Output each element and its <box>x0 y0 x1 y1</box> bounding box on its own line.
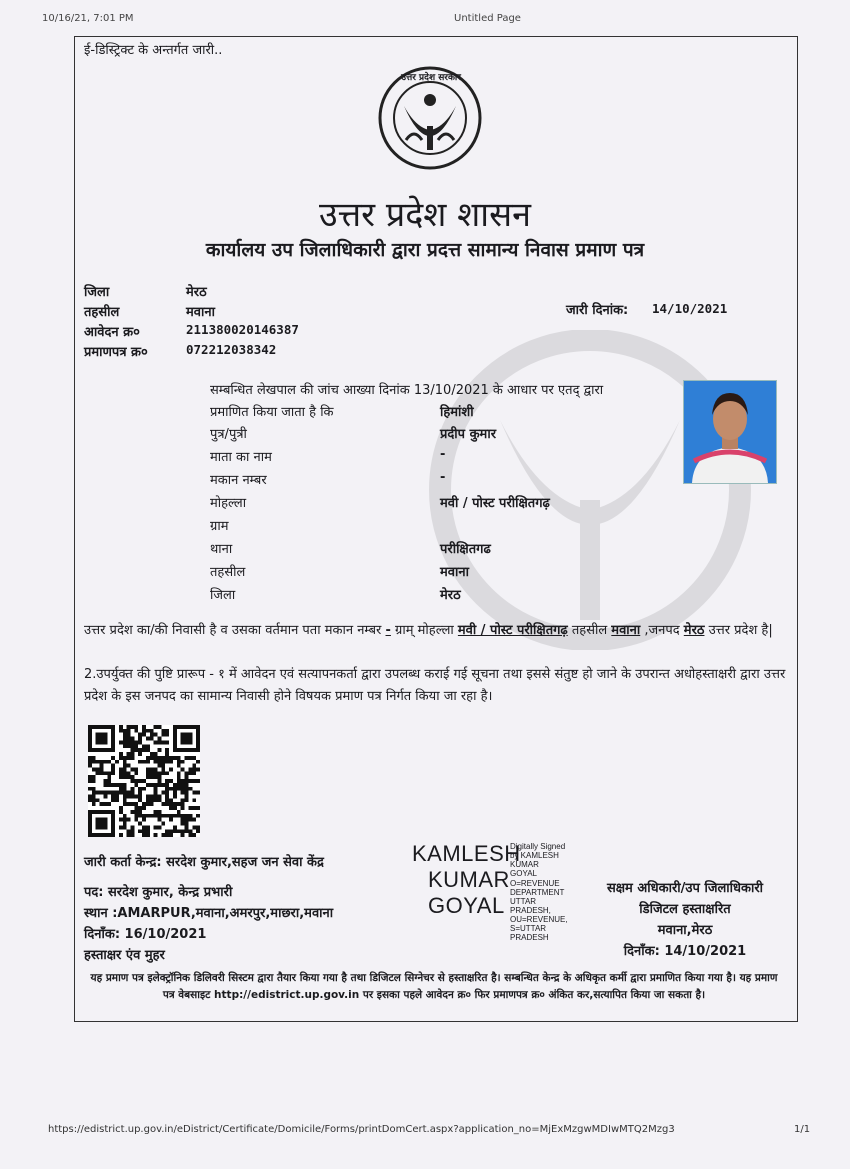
signature-details-1: Digitally Signed by KAMLESH KUMAR GOYAL <box>510 842 566 878</box>
detail-label: ग्राम <box>210 519 229 534</box>
scheme-text: ई-डिस्ट्रिक्ट के अन्तर्गत जारी.. <box>84 43 223 58</box>
applicant-photo <box>683 380 777 484</box>
page-subtitle: कार्यालय उप जिलाधिकारी द्वारा प्रदत्त सामान्य निवास प्रमाण पत्र <box>205 239 645 261</box>
detail-label: पुत्र/पुत्री <box>210 427 247 442</box>
print-url: https://edistrict.up.gov.in/eDistrict/Certificate/Domicile/Forms/printDomCert.aspx?application_no=MjExMzgwMDIwMTQ2Mzg3 <box>48 1124 675 1135</box>
detail-value: - <box>440 447 446 462</box>
issuer-post: पद: सरदेश कुमार, केन्द्र प्रभारी <box>84 885 233 900</box>
p1-tehsil: मवाना <box>611 623 641 638</box>
signature-name-1: KAMLESH <box>412 841 521 866</box>
tehsil-label: तहसील <box>84 305 120 320</box>
certificate-number: 072212038342 <box>186 342 277 357</box>
issuer-sign-label: हस्ताक्षर एंव मुहर <box>84 948 165 963</box>
application-number: 211380020146387 <box>186 322 299 337</box>
detail-label: जिला <box>210 588 236 603</box>
certificate-label: प्रमाणपत्र क्र० <box>84 345 148 360</box>
page-title: उत्तर प्रदेश शासन <box>319 195 531 235</box>
district-value: मेरठ <box>186 285 207 300</box>
application-label: आवेदन क्र० <box>84 325 140 340</box>
detail-value: परीक्षितगढ <box>440 542 491 557</box>
emblem-text: उत्तर प्रदेश सरकार <box>401 73 461 83</box>
authority-date: दिनाँक: 14/10/2021 <box>623 944 747 959</box>
issuer-date: दिनाँक: 16/10/2021 <box>84 927 207 942</box>
intro-text: सम्बन्धित लेखपाल की जांच आख्या दिनांक 13/10/2021 के आधार पर एतद् द्वारा <box>210 383 604 398</box>
detail-label: थाना <box>210 542 233 557</box>
detail-label: मोहल्ला <box>210 496 247 511</box>
body-paragraph-2: 2.उपर्युक्त की पुष्टि प्रारूप - १ में आवेदन एवं सत्यापनकर्ता द्वारा उपलब्ध कराई गई सूचना तथा इससे संतुष्ट हो जाने के उपरान्त अधोहस्ताक्षरी द्वारा उत्तर प्रदेश के इस जनपद का सामान्य निवासी होने विषयक प्रमाण पत्र निर्गत किया जा रहा है। <box>84 667 786 704</box>
print-page-count: 1/1 <box>794 1124 811 1135</box>
issue-date: 14/10/2021 <box>652 301 728 316</box>
qr-code <box>85 725 203 837</box>
issuer-place: स्थान :AMARPUR,मवाना,अमरपुर,माछरा,मवाना <box>84 906 334 921</box>
p1-text-e: उत्तर प्रदेश है| <box>704 623 773 638</box>
detail-value: मवी / पोस्ट परीक्षितगढ़ <box>440 496 550 511</box>
print-datetime: 10/16/21, 7:01 PM <box>42 13 134 24</box>
authority-title: सक्षम अधिकारी/उप जिलाधिकारी <box>606 881 764 896</box>
authority-signed: डिजिटल हस्ताक्षरित <box>639 902 731 917</box>
detail-label: माता का नाम <box>210 450 272 465</box>
p1-text-c: तहसील <box>567 623 612 638</box>
detail-value: मवाना <box>440 565 469 580</box>
p1-text-b: ग्राम् मोहल्ला <box>390 623 458 638</box>
issuing-centre: जारी कर्ता केन्द्र: सरदेश कुमार,सहज जन सेवा केंद्र <box>84 855 324 870</box>
issue-date-label: जारी दिनांक: <box>566 303 629 318</box>
signature-details-2: O=REVENUE DEPARTMENT UTTAR PRADESH, OU=REVENUE, S=UTTAR PRADESH <box>510 879 568 942</box>
district-label: जिला <box>84 285 110 300</box>
signature-name-3: GOYAL <box>428 893 505 918</box>
print-page-title: Untitled Page <box>454 13 521 24</box>
detail-value: प्रदीप कुमार <box>440 427 497 442</box>
tehsil-value: मवाना <box>186 305 215 320</box>
p1-text-d: ,जनपद <box>640 623 684 638</box>
body-paragraph-1 <box>84 620 790 642</box>
signature-name-2: KUMAR <box>428 867 510 892</box>
p1-house: - <box>385 623 391 638</box>
p1-mohalla: मवी / पोस्ट परीक्षितगढ़ <box>457 623 568 638</box>
footer-note: यह प्रमाण पत्र इलेक्ट्रॉनिक डिलिवरी सिस्टम द्वारा तैयार किया गया है तथा डिजिटल सिग्नेचर से हस्ताक्षरित है। सम्बन्धित केन्द्र के अधिकृत कर्मी द्वारा प्रमाणित किया गया है। यह प्रमाण पत्र वेबसाइट http://edistrict.up.gov.in पर इसका पहले आवेदन क्र० फिर प्रमाणपत्र क्र० अंकित कर,सत्यापित किया जा सकता है। <box>90 972 778 1001</box>
detail-value: मेरठ <box>440 588 461 603</box>
detail-value: - <box>440 470 446 485</box>
authority-place: मवाना,मेरठ <box>657 923 713 938</box>
p1-text-a: उत्तर प्रदेश का/की निवासी है व उसका वर्तमान पता मकान नम्बर <box>84 623 386 638</box>
detail-label: तहसील <box>210 565 246 580</box>
detail-label: प्रमाणित किया जाता है कि <box>210 405 334 420</box>
detail-label: मकान नम्बर <box>210 473 267 488</box>
detail-value: हिमांशी <box>440 405 474 420</box>
p1-district: मेरठ <box>683 623 705 638</box>
